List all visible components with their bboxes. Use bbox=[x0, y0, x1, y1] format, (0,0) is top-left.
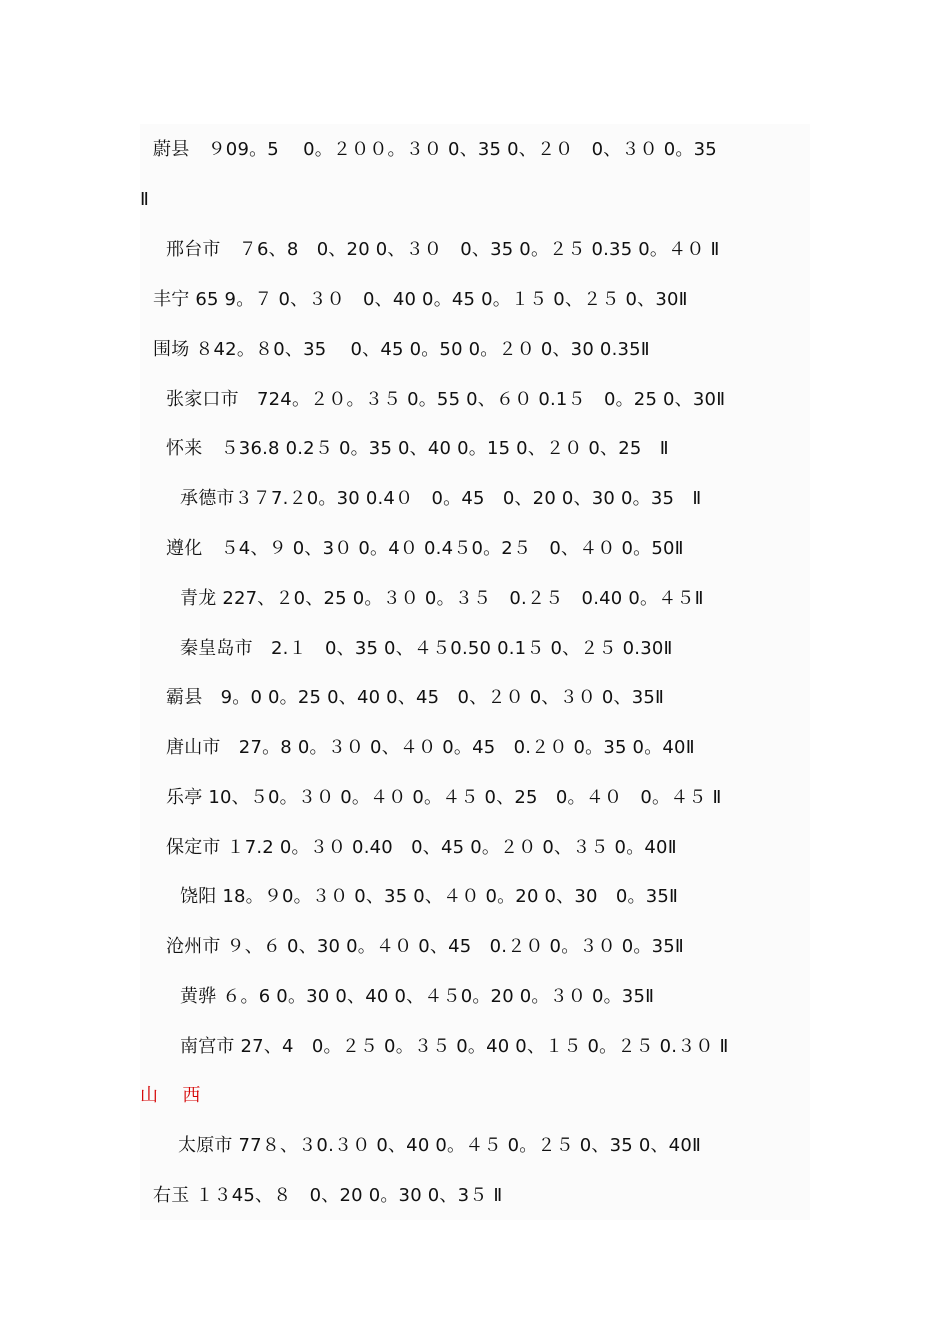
table-row: 霸县 9。0 0。25 0、40 0、45 0、２０ 0、３０ 0、35Ⅱ bbox=[166, 687, 665, 708]
table-row: 丰宁 65 9。７ 0、３０ 0、40 0。45 0。１５ 0、２５ 0、30Ⅱ bbox=[153, 289, 688, 310]
table-row: 蔚县 ９09。5 0。２００。３０ 0、35 0、２０ 0、３０ 0。35 bbox=[153, 139, 717, 160]
section-heading: 山 西 bbox=[140, 1085, 201, 1106]
table-row: 沧州市 ９、６ 0、30 0。４０ 0、45 0.２０ 0。３０ 0。35Ⅱ bbox=[166, 936, 684, 957]
table-row: 遵化 ５4、９ 0、3０ 0。4０ 0.4５0。2５ 0、４０ 0。50Ⅱ bbox=[166, 538, 684, 559]
table-row: 怀来 ５36.8 0.2５ 0。35 0、40 0。15 0、２０ 0、25 Ⅱ bbox=[166, 438, 669, 459]
table-row: 乐亭 10、５0。３０ 0。４０ 0。４５ 0、25 0。４０ 0。４５ Ⅱ bbox=[166, 787, 722, 808]
table-row: 张家口市 724。２０。３５ 0。55 0、６０ 0.1５ 0。25 0、30Ⅱ bbox=[166, 389, 726, 410]
table-row: 右玉 １３45、８ 0、20 0。30 0、3５ Ⅱ bbox=[153, 1185, 503, 1206]
table-row: 围场 ８42。８0、35 0、45 0。50 0。２０ 0、30 0.35Ⅱ bbox=[153, 339, 650, 360]
table-row: 南宫市 27、4 0。２５ 0。３５ 0。40 0、１５ 0。２５ 0.３０ Ⅱ bbox=[180, 1036, 729, 1057]
table-row: 秦皇岛市 2.１ 0、35 0、４５0.50 0.1５ 0、２５ 0.30Ⅱ bbox=[180, 638, 673, 659]
table-row: 唐山市 27。8 0。３０ 0、４０ 0。45 0.２０ 0。35 0。40Ⅱ bbox=[166, 737, 695, 758]
table-row: 饶阳 18。９0。３０ 0、35 0、４０ 0。20 0、30 0。35Ⅱ bbox=[180, 886, 679, 907]
table-row: 青龙 227、２0、25 0。３０ 0。３５ 0.２５ 0.40 0。４５Ⅱ bbox=[180, 588, 704, 609]
table-row: 邢台市 ７6、8 0、20 0、３０ 0、35 0。２５ 0.35 0。４０ Ⅱ bbox=[166, 239, 720, 260]
table-row: 保定市 １7.2 0。３０ 0.40 0、45 0。２０ 0、３５ 0。40Ⅱ bbox=[166, 837, 677, 858]
table-row: 承德市３７7.２0。30 0.4０ 0。45 0、20 0、30 0。35 Ⅱ bbox=[180, 488, 702, 509]
table-row: Ⅱ bbox=[140, 189, 150, 210]
table-row: 太原市 77８、３0.３０ 0、40 0。４５ 0。２５ 0、35 0、40Ⅱ bbox=[178, 1135, 702, 1156]
table-row: 黄骅 ６。6 0。30 0、40 0、４５0。20 0。３０ 0。35Ⅱ bbox=[180, 986, 655, 1007]
